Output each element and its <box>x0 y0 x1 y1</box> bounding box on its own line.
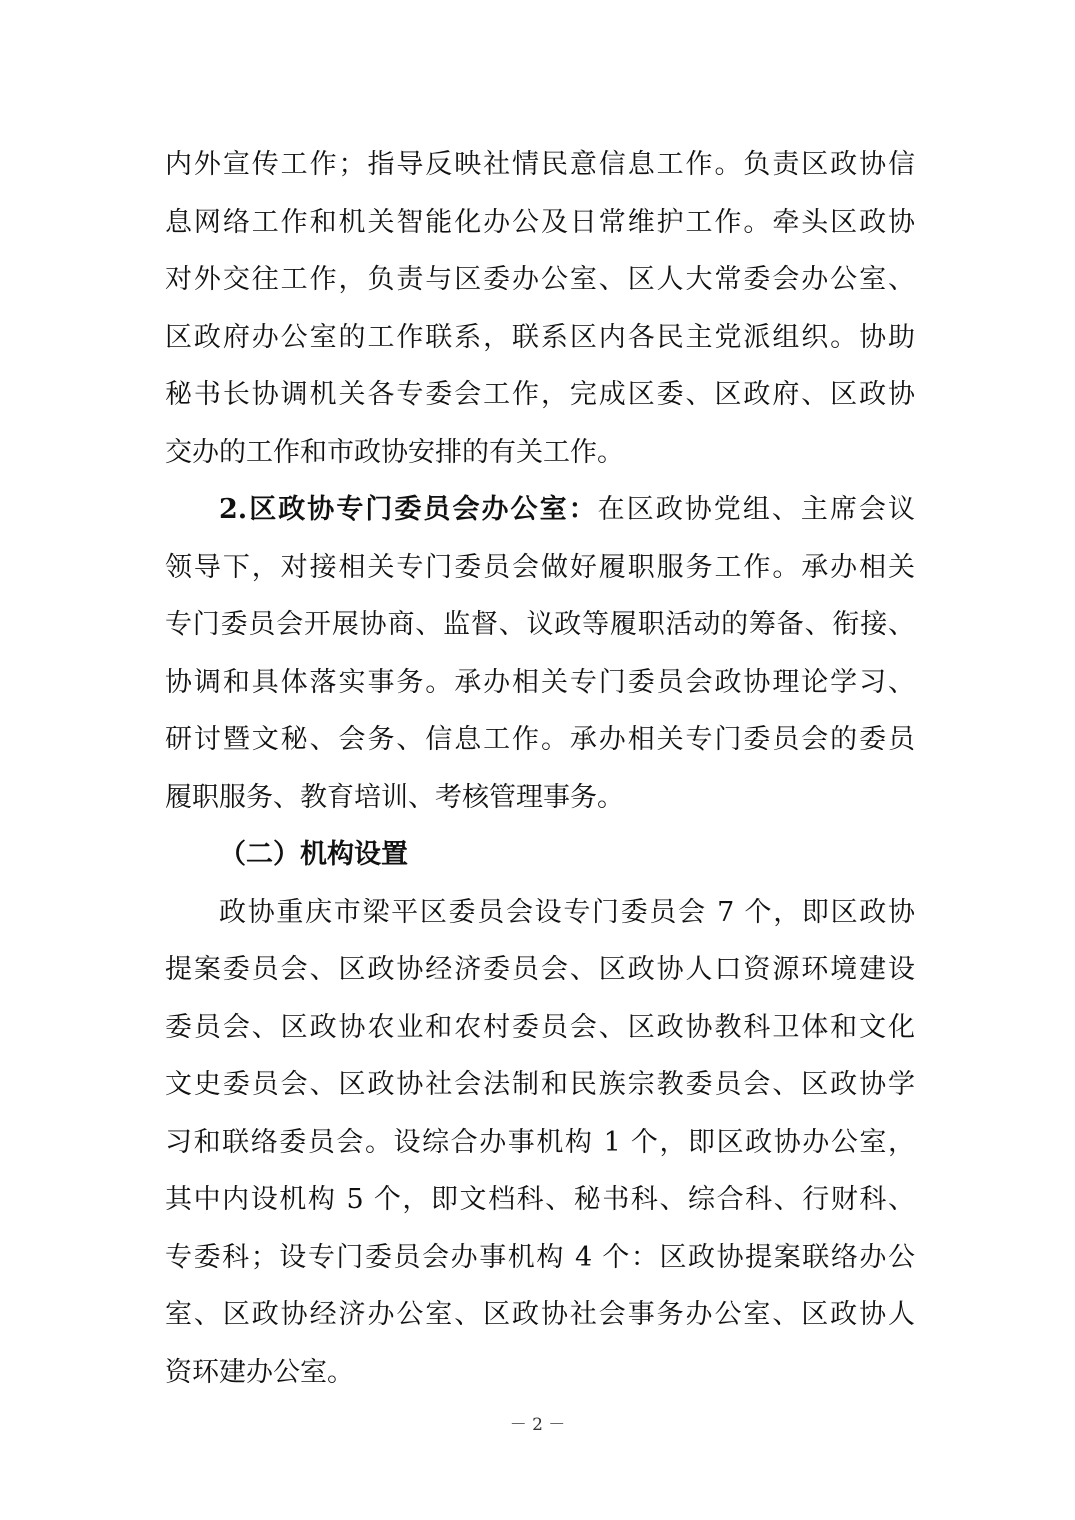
text-line: 履职服务、教育培训、考核管理事务。 <box>165 781 624 813</box>
paragraph-committee-office <box>165 481 915 826</box>
text-line: 其中内设机构 5 个，即文档科、秘书科、综合科、行财科、 <box>165 1184 915 1215</box>
text-line: 息网络工作和机关智能化办公及日常维护工作。牵头区政协 <box>165 206 915 238</box>
text-line: 专委科；设专门委员会办事机构 4 个：区政协提案联络办公 <box>165 1241 915 1273</box>
text-line: 提案委员会、区政协经济委员会、区政协人口资源环境建设 <box>165 954 915 985</box>
paragraph-organization <box>165 884 915 1402</box>
text-line: 委员会、区政协农业和农村委员会、区政协教科卫体和文化 <box>165 1011 915 1043</box>
text-line: 领导下，对接相关专门委员会做好履职服务工作。承办相关 <box>165 551 915 583</box>
text-line: 专门委员会开展协商、监督、议政等履职活动的筹备、衔接、 <box>165 609 915 640</box>
text-line: 交办的工作和市政协安排的有关工作。 <box>165 436 624 468</box>
text-line: 文史委员会、区政协社会法制和民族宗教委员会、区政协学 <box>165 1069 915 1100</box>
text-line: 对外交往工作，负责与区委办公室、区人大常委会办公室、 <box>165 264 915 295</box>
body-text <box>165 136 915 1401</box>
text-line: 室、区政协经济办公室、区政协社会事务办公室、区政协人 <box>165 1299 915 1330</box>
text-line: 秘书长协调机关各专委会工作，完成区委、区政府、区政协 <box>165 379 915 410</box>
text-line <box>165 481 915 539</box>
paragraph-duties-continued <box>165 136 915 481</box>
text-line: 协调和具体落实事务。承办相关专门委员会政协理论学习、 <box>165 666 915 698</box>
text-line: 政协重庆市梁平区委员会设专门委员会 7 个，即区政协 <box>219 896 915 928</box>
text-line: 研讨暨文秘、会务、信息工作。承办相关专门委员会的委员 <box>165 724 915 755</box>
text-line: 内外宣传工作；指导反映社情民意信息工作。负责区政协信 <box>165 149 915 180</box>
text-line: 习和联络委员会。设综合办事机构 1 个，即区政协办公室， <box>165 1126 915 1158</box>
item-lead-rest: 在区政协党组、主席会议 <box>597 494 916 525</box>
item-lead-title: 2.区政协专门委员会办公室： <box>219 494 598 525</box>
page-number: － 2 － <box>509 1415 566 1435</box>
text-line: 区政府办公室的工作联系，联系区内各民主党派组织。协助 <box>165 321 915 353</box>
section-heading: （二）机构设置 <box>219 839 408 870</box>
text-line: 资环建办公室。 <box>165 1356 354 1388</box>
